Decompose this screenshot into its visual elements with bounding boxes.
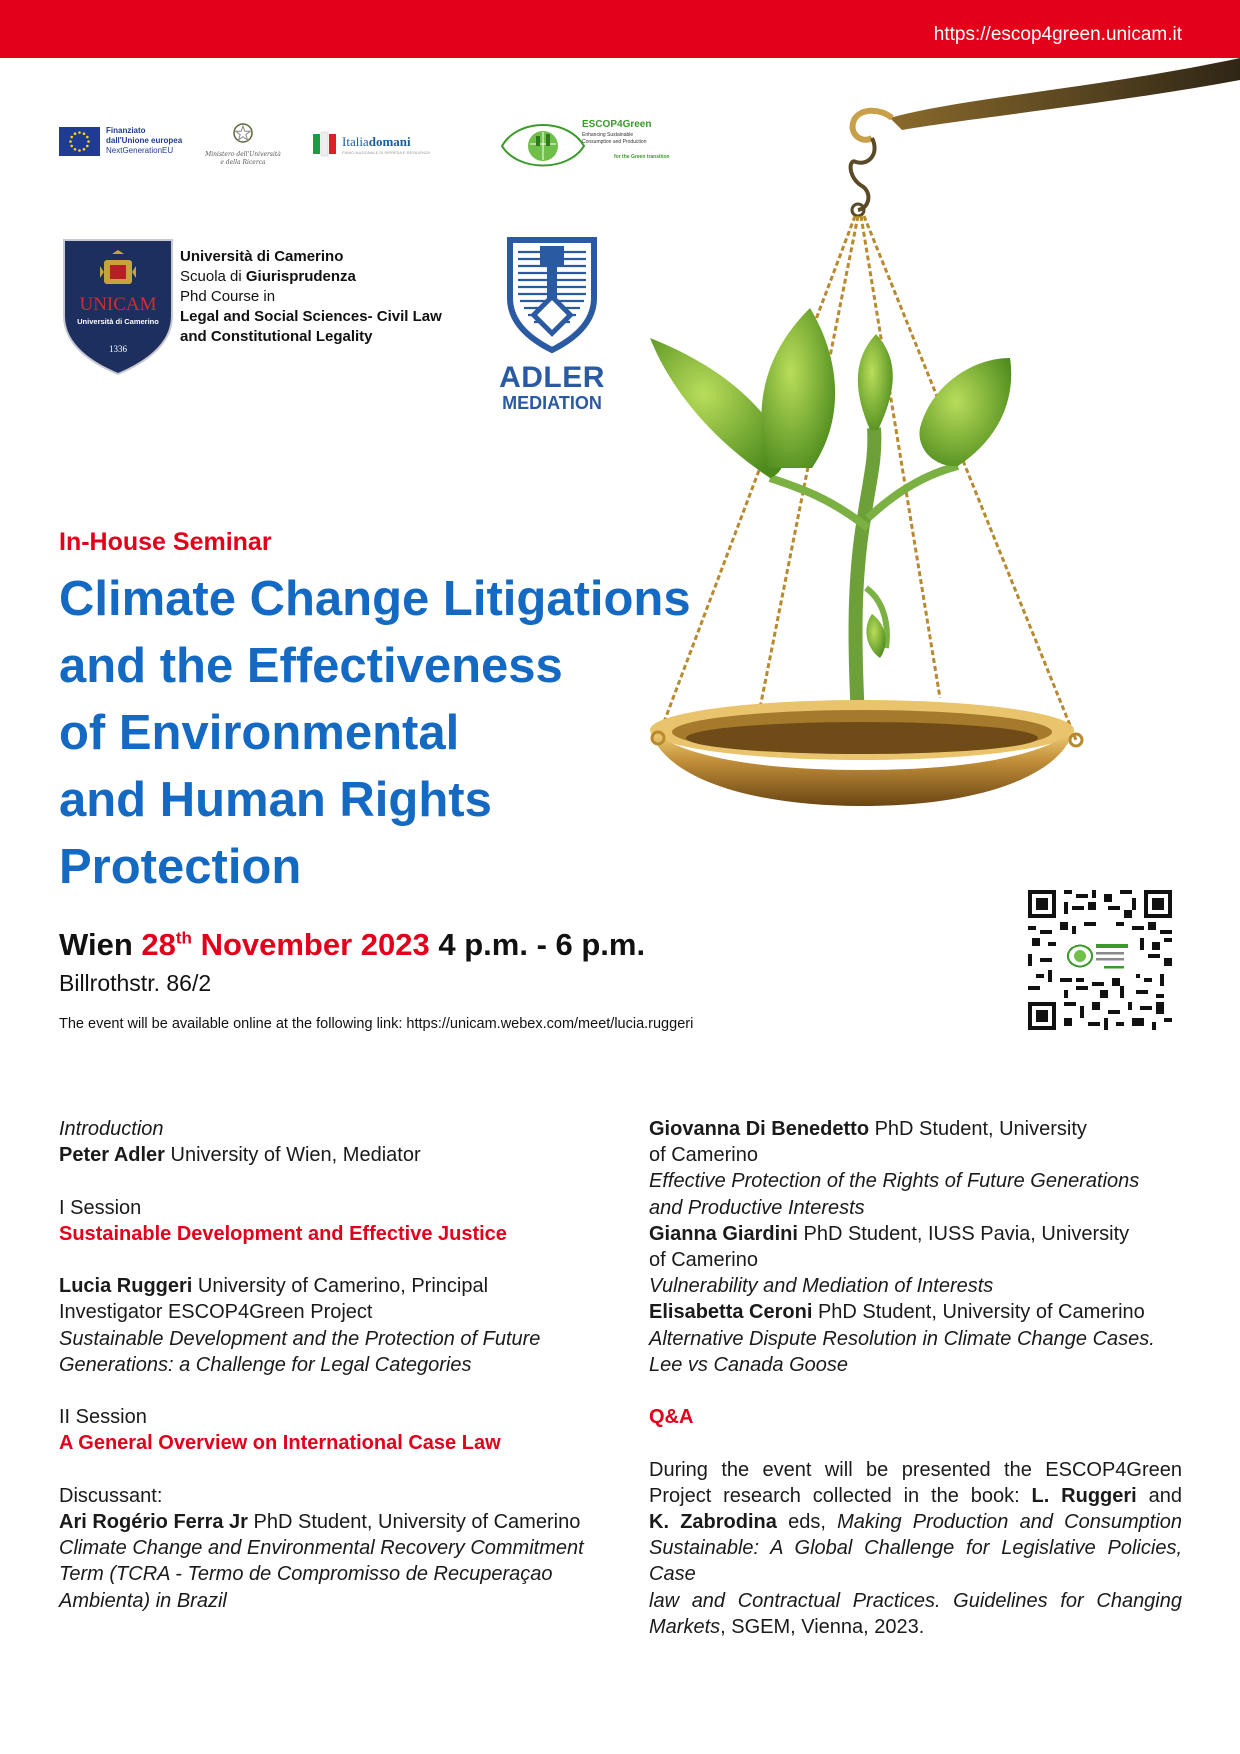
intro-affiliation: University of Wien, Mediator	[164, 1144, 421, 1167]
qa-heading: Q&A	[649, 1406, 694, 1429]
session1-talk-1: Sustainable Development and the Protection of Future	[59, 1327, 541, 1350]
speaker3-name: Elisabetta Ceroni	[649, 1301, 813, 1324]
unicam-shield-sub: Università di Camerino	[77, 317, 159, 326]
event-time: 4 p.m. - 6 p.m.	[438, 927, 646, 962]
event-day-suffix: th	[175, 928, 192, 948]
book-title-1: Making Production and Consumption	[837, 1511, 1182, 1534]
title-line-5: Protection	[59, 840, 302, 894]
speaker1-talk-1: Effective Protection of the Rights of Future Generations	[649, 1170, 1140, 1193]
session1-affiliation-1: University of Camerino, Principal	[192, 1275, 489, 1298]
discussant-affiliation: PhD Student, University of Camerino	[247, 1510, 581, 1533]
title-line-2: and the Effectiveness	[59, 639, 563, 693]
unicam-school-prefix: Scuola di	[180, 268, 246, 285]
italiadomani-logo	[312, 130, 430, 158]
event-city: Wien	[59, 927, 133, 962]
title-line-4: and Human Rights	[59, 773, 492, 827]
speaker2-affiliation-1: PhD Student, IUSS Pavia, University	[797, 1222, 1130, 1245]
italy-flag-icon	[312, 130, 338, 158]
discussant-talk-3: Ambienta) in Brazil	[59, 1589, 227, 1612]
escop-line2: Consumption and Production	[582, 139, 647, 145]
adler-name: ADLER	[499, 361, 605, 394]
speaker3-talk-1: Alternative Dispute Resolution in Climate Change Cases.	[649, 1327, 1155, 1350]
session1-speaker: Lucia Ruggeri	[59, 1275, 193, 1298]
seminar-title	[59, 566, 779, 901]
eu-text-line1: Finanziato	[106, 126, 146, 135]
event-address: Billrothstr. 86/2	[59, 970, 212, 996]
session1-talk-2: Generations: a Challenge for Legal Categories	[59, 1353, 472, 1376]
book-title-3: law and Contractual Practices. Guidelines for Changing	[649, 1589, 1182, 1612]
eu-flag-icon	[59, 127, 100, 156]
ministry-line2: e della Ricerca	[220, 159, 266, 166]
unicam-phd-course-1: Legal and Social Sciences- Civil Law	[180, 308, 442, 325]
italiadomani-word-a: Italia	[342, 133, 369, 149]
escop-line3: for the Green transition	[614, 154, 670, 160]
unicam-shield-name: UNICAM	[79, 294, 157, 315]
speaker3-talk-2: Lee vs Canada Goose	[649, 1353, 849, 1376]
eu-funding-logo	[59, 126, 196, 156]
book-publisher: , SGEM, Vienna, 2023.	[720, 1615, 925, 1638]
discussant-label: Discussant:	[59, 1484, 163, 1507]
session1-affiliation-2: Investigator ESCOP4Green Project	[59, 1301, 373, 1324]
event-datetime	[59, 927, 645, 963]
eu-text-line2: dall'Unione europea	[106, 136, 183, 145]
adler-sub: MEDIATION	[502, 393, 602, 413]
discussant-speaker: Ari Rogério Ferra Jr	[59, 1510, 248, 1533]
session1-title: Sustainable Development and Effective Justice	[59, 1222, 507, 1245]
book-line-2c: and	[1136, 1484, 1182, 1507]
title-line-1: Climate Change Litigations	[59, 572, 691, 626]
adler-mediation-logo	[496, 236, 608, 416]
speaker2-name: Gianna Giardini	[649, 1222, 798, 1245]
book-line-3b: eds,	[776, 1511, 838, 1534]
key-shield-icon	[504, 236, 600, 354]
event-online-note[interactable]: The event will be available online at the following link: https://unicam.webex.com/meet/lucia.ruggeri	[59, 1016, 694, 1032]
session2-title: A General Overview on International Case Law	[59, 1432, 501, 1455]
unicam-info	[180, 247, 442, 347]
session1-label: I Session	[59, 1196, 142, 1219]
book-editor-1: L. Ruggeri	[1031, 1484, 1137, 1507]
book-line-1: During the event will be presented the ESCOP4Green	[649, 1458, 1182, 1481]
top-banner	[0, 0, 1240, 58]
seminar-kicker: In-House Seminar	[59, 528, 272, 556]
unicam-phd-course-2: and Constitutional Legality	[180, 328, 373, 345]
program-left-column	[59, 1116, 599, 1614]
italian-emblem-icon	[232, 122, 254, 144]
unicam-shield-logo	[62, 238, 174, 376]
unicam-university: Università di Camerino	[180, 248, 344, 265]
website-url[interactable]: https://escop4green.unicam.it	[933, 24, 1182, 45]
discussant-talk-2: Term (TCRA - Termo de Compromisso de Recuperaçao	[59, 1563, 553, 1586]
book-line-2a: Project research collected in the book:	[649, 1484, 1032, 1507]
speaker2-affiliation-2: of Camerino	[649, 1249, 758, 1272]
event-month-year: November 2023	[200, 927, 430, 962]
speaker1-affiliation-2: of Camerino	[649, 1144, 758, 1167]
escop-name: ESCOP4Green	[582, 119, 652, 130]
intro-speaker: Peter Adler	[59, 1144, 165, 1167]
italiadomani-word-b: domani	[368, 133, 411, 149]
escop-line1: Enhancing Sustainable	[582, 132, 634, 138]
unicam-shield-year: 1336	[109, 344, 127, 354]
italiadomani-tagline: PIANO NAZIONALE DI RIPRESA E RESILIENZA	[342, 149, 431, 155]
session2-label: II Session	[59, 1406, 147, 1429]
speaker1-affiliation-1: PhD Student, University	[869, 1118, 1087, 1140]
speaker1-talk-2: and Productive Interests	[649, 1196, 865, 1219]
eu-text-line3: NextGenerationEU	[106, 146, 174, 155]
leaf-globe-icon	[498, 116, 588, 174]
ministry-line1: Ministero dell'Università	[205, 151, 281, 158]
speaker1-name: Giovanna Di Benedetto	[649, 1118, 870, 1140]
speaker3-affiliation-1: PhD Student, University of Camerino	[812, 1301, 1145, 1324]
book-title-2: Sustainable: A Global Challenge for Legislative Policies, Case	[649, 1537, 1182, 1586]
event-day: 28	[141, 927, 176, 962]
ministry-logo	[200, 122, 286, 167]
discussant-talk-1: Climate Change and Environmental Recovery Commitment	[59, 1537, 584, 1560]
book-editor-2: K. Zabrodina	[649, 1511, 777, 1534]
unicam-school: Giurisprudenza	[245, 268, 356, 285]
unicam-phd-label: Phd Course in	[180, 288, 276, 305]
book-title-4: Markets	[649, 1615, 721, 1638]
title-line-3: of Environmental	[59, 706, 460, 760]
qr-code[interactable]	[1028, 890, 1172, 1030]
intro-label: Introduction	[59, 1118, 164, 1140]
program-right-column	[649, 1116, 1182, 1640]
speaker2-talk-1: Vulnerability and Mediation of Interests	[649, 1275, 994, 1298]
